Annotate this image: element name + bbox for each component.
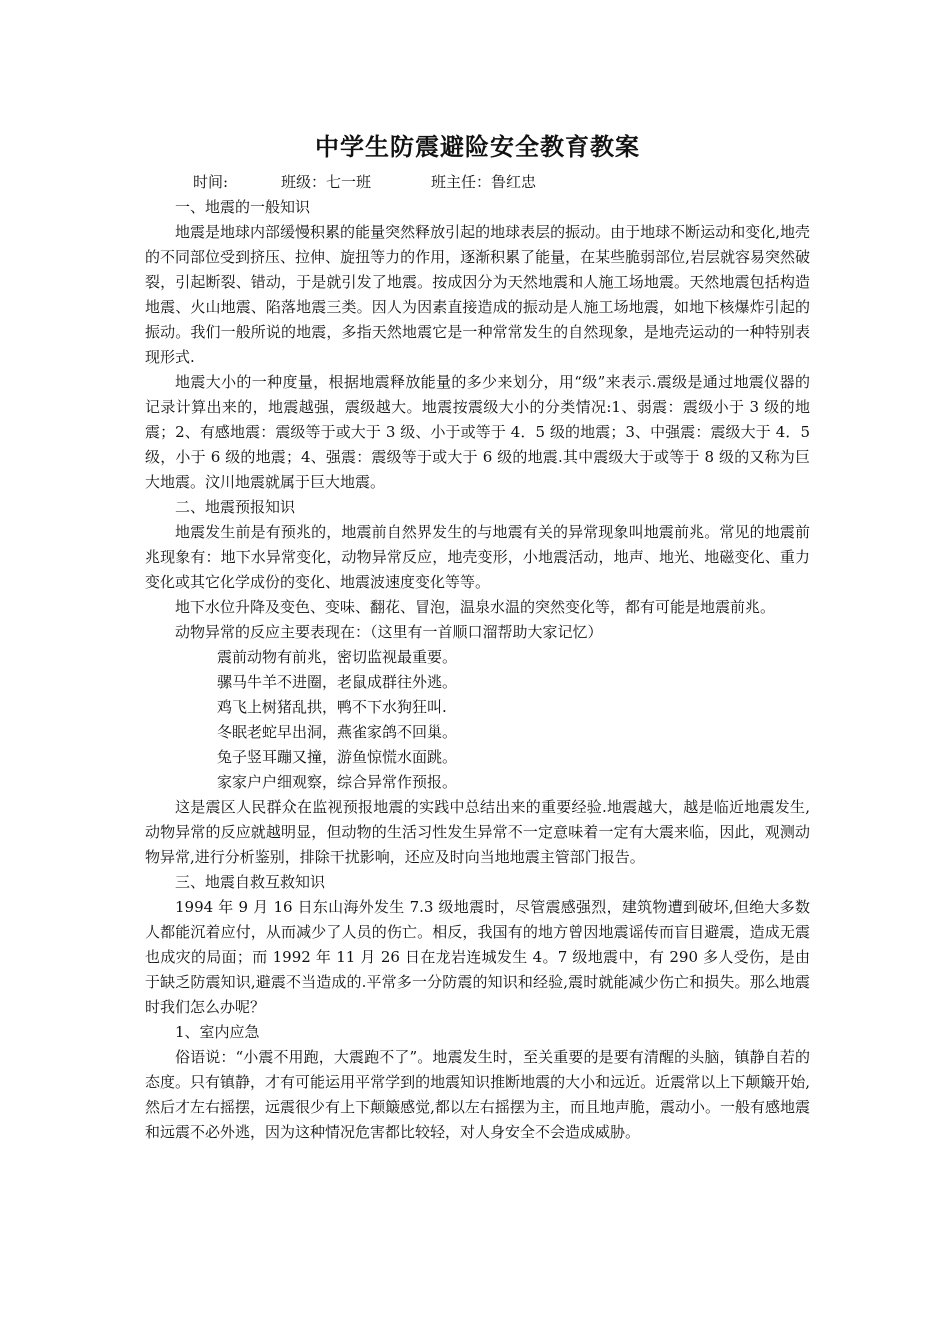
section-heading-1: 一、地震的一般知识: [175, 198, 311, 216]
paragraph: 地震是地球内部缓慢积累的能量突然释放引起的地球表层的振动。由于地球不断运动和变化,地壳的不同部位受到挤压、拉伸、旋扭等力的作用，逐渐积累了能量，在某些脆弱部位,岩层就容易突然破裂，引起断裂、错动，于是就引发了地震。按成因分为天然地震和人施工场地震。天然地震包括构造地震、火山地震、陷落地震三类。因人为因素直接造成的振动是人施工场地震，如地下核爆炸引起的振动。我们一般所说的地震，多指天然地震它是一种常常发生的自然现象，是地壳运动的一种特别表现形式.: [145, 223, 810, 366]
meta-teacher: 班主任：鲁红忠: [431, 173, 537, 191]
section-heading-3: 三、地震自救互救知识: [175, 873, 326, 891]
paragraph: 俗语说：“小震不用跑，大震跑不了”。地震发生时，至关重要的是要有清醒的头脑，镇静自若的态度。只有镇静，才有可能运用平常学到的地震知识推断地震的大小和远近。近震常以上下颠簸开始,然后才左右摇摆，远震很少有上下颠簸感觉,都以左右摇摆为主，而且地声脆，震动小。一般有感地震和远震不必外逃，因为这种情况危害都比较轻，对人身安全不会造成威胁。: [145, 1048, 810, 1141]
paragraph: 1994 年 9 月 16 日东山海外发生 7.3 级地震时，尽管震感强烈，建筑物遭到破坏,但绝大多数人都能沉着应付，从而减少了人员的伤亡。相反，我国有的地方曾因地震谣传而盲目避震，造成无震也成灾的局面；而 1992 年 11 月 26 日在龙岩连城发生 4。7 级地震中，有 290 多人受伤，是由于缺乏防震知识,避震不当造成的.平常多一分防震的知识和经验,震时就能减少伤亡和损失。那么地震时我们怎么办呢？: [145, 898, 810, 1016]
paragraph: 地震发生前是有预兆的，地震前自然界发生的与地震有关的异常现象叫地震前兆。常见的地震前兆现象有：地下水异常变化，动物异常反应，地壳变形，小地震活动，地声、地光、地磁变化、重力变化或其它化学成份的变化、地震波速度变化等等。: [145, 523, 810, 591]
document-page: [145, 130, 810, 1145]
poem-line: 鸡飞上树猪乱拱，鸭不下水狗狂叫.: [217, 698, 447, 716]
meta-class: 班级：七一班: [281, 173, 372, 191]
paragraph: 地震大小的一种度量，根据地震释放能量的多少来划分，用“级”来表示.震级是通过地震仪器的记录计算出来的，地震越强，震级越大。地震按震级大小的分类情况:1、弱震：震级小于 3 级的地震；2、有感地震：震级等于或大于 3 级、小于或等于 4．5 级的地震；3、中强震：震级大于 4．5 级，小于 6 级的地震；4、强震：震级等于或大于 6 级的地震.其中震级大于或等于 8 级的又称为巨大地震。汶川地震就属于巨大地震。: [145, 373, 810, 491]
poem-line: 兔子竖耳蹦又撞，游鱼惊慌水面跳。: [217, 748, 458, 766]
section-heading-2: 二、地震预报知识: [175, 498, 296, 516]
poem-line: 震前动物有前兆，密切监视最重要。: [217, 648, 458, 666]
poem-line: 冬眠老蛇早出洞，燕雀家鸽不回巢。: [217, 723, 458, 741]
paragraph: 这是震区人民群众在监视预报地震的实践中总结出来的重要经验.地震越大，越是临近地震发生,动物异常的反应就越明显，但动物的生活习性发生异常不一定意味着一定有大震来临，因此，观测动物异常,进行分析鉴别，排除干扰影响，还应及时向当地地震主管部门报告。: [145, 798, 810, 866]
meta-time: 时间:: [193, 173, 229, 191]
meta-line: [193, 170, 810, 195]
paragraph: 动物异常的反应主要表现在：（这里有一首顺口溜帮助大家记忆）: [175, 623, 603, 641]
subsection-heading: 1、室内应急: [175, 1023, 260, 1041]
document-title: 中学生防震避险安全教育教案: [315, 133, 640, 161]
poem-line: 家家户户细观察，综合异常作预报。: [217, 773, 458, 791]
paragraph: 地下水位升降及变色、变味、翻花、冒泡，温泉水温的突然变化等，都有可能是地震前兆。: [175, 598, 776, 616]
poem-line: 骡马牛羊不进圈，老鼠成群往外逃。: [217, 673, 458, 691]
